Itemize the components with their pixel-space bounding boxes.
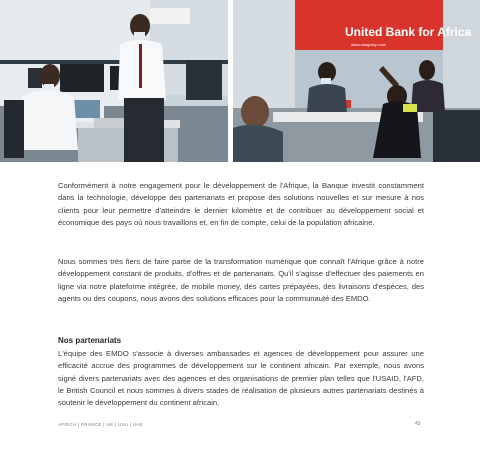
section-heading: Nos partenariats	[58, 336, 122, 345]
partnerships-paragraph: L'équipe des EMDO s'associe à diverses ambassades et agences de développement pour assurer une efficacité accrue des programmes de développement sur le continent africain. Par exemple, nous avons signé divers partenariats avec des agences et des organisations de premier plan telles que l'USAID, l'AFD, le British Council et nous sommes à divers stades de réalisation de plusieurs autres partenariats destinés à soutenir le développement du continent africain.	[58, 349, 424, 408]
bank-counter-photo	[233, 0, 480, 162]
footer-regions: AFRICA | FRANCE | UK | USA | UAE	[58, 422, 144, 427]
page-number: 43	[415, 421, 421, 427]
office-scene-image	[0, 0, 228, 162]
brand-sign-url: www.ubagroup.com	[351, 42, 387, 47]
bank-branch-scene-image	[233, 0, 480, 162]
brand-sign-text: United Bank for Africa	[345, 25, 472, 39]
office-workers-photo	[0, 0, 228, 162]
digital-transformation-paragraph: Nous sommes très fiers de faire partie de la transformation numérique que connaît l'Afrique grâce à notre développement constant de produits, d'offres et de partenariats. Qu'il s'agisse d'effectuer des paiements en ligne via notre plateforme intégrée, de mobile money, des cartes prépayées, des livraisons d'espèces, des agents ou des coupons, nous avons des solutions efficaces pour la communauté des EMDO.	[58, 257, 424, 303]
intro-paragraph: Conformément à notre engagement pour le développement de l'Afrique, la Banque investit constamment dans la technologie, développe des partenariats et propose des solutions nouvelles et sur mesure à nos clients pour leur permettre d'atteindre le dernier kilomètre et de contribuer au développement social et économique des pays où nous travaillons et, en fin de compte, celui de la population africaine.	[58, 181, 424, 227]
